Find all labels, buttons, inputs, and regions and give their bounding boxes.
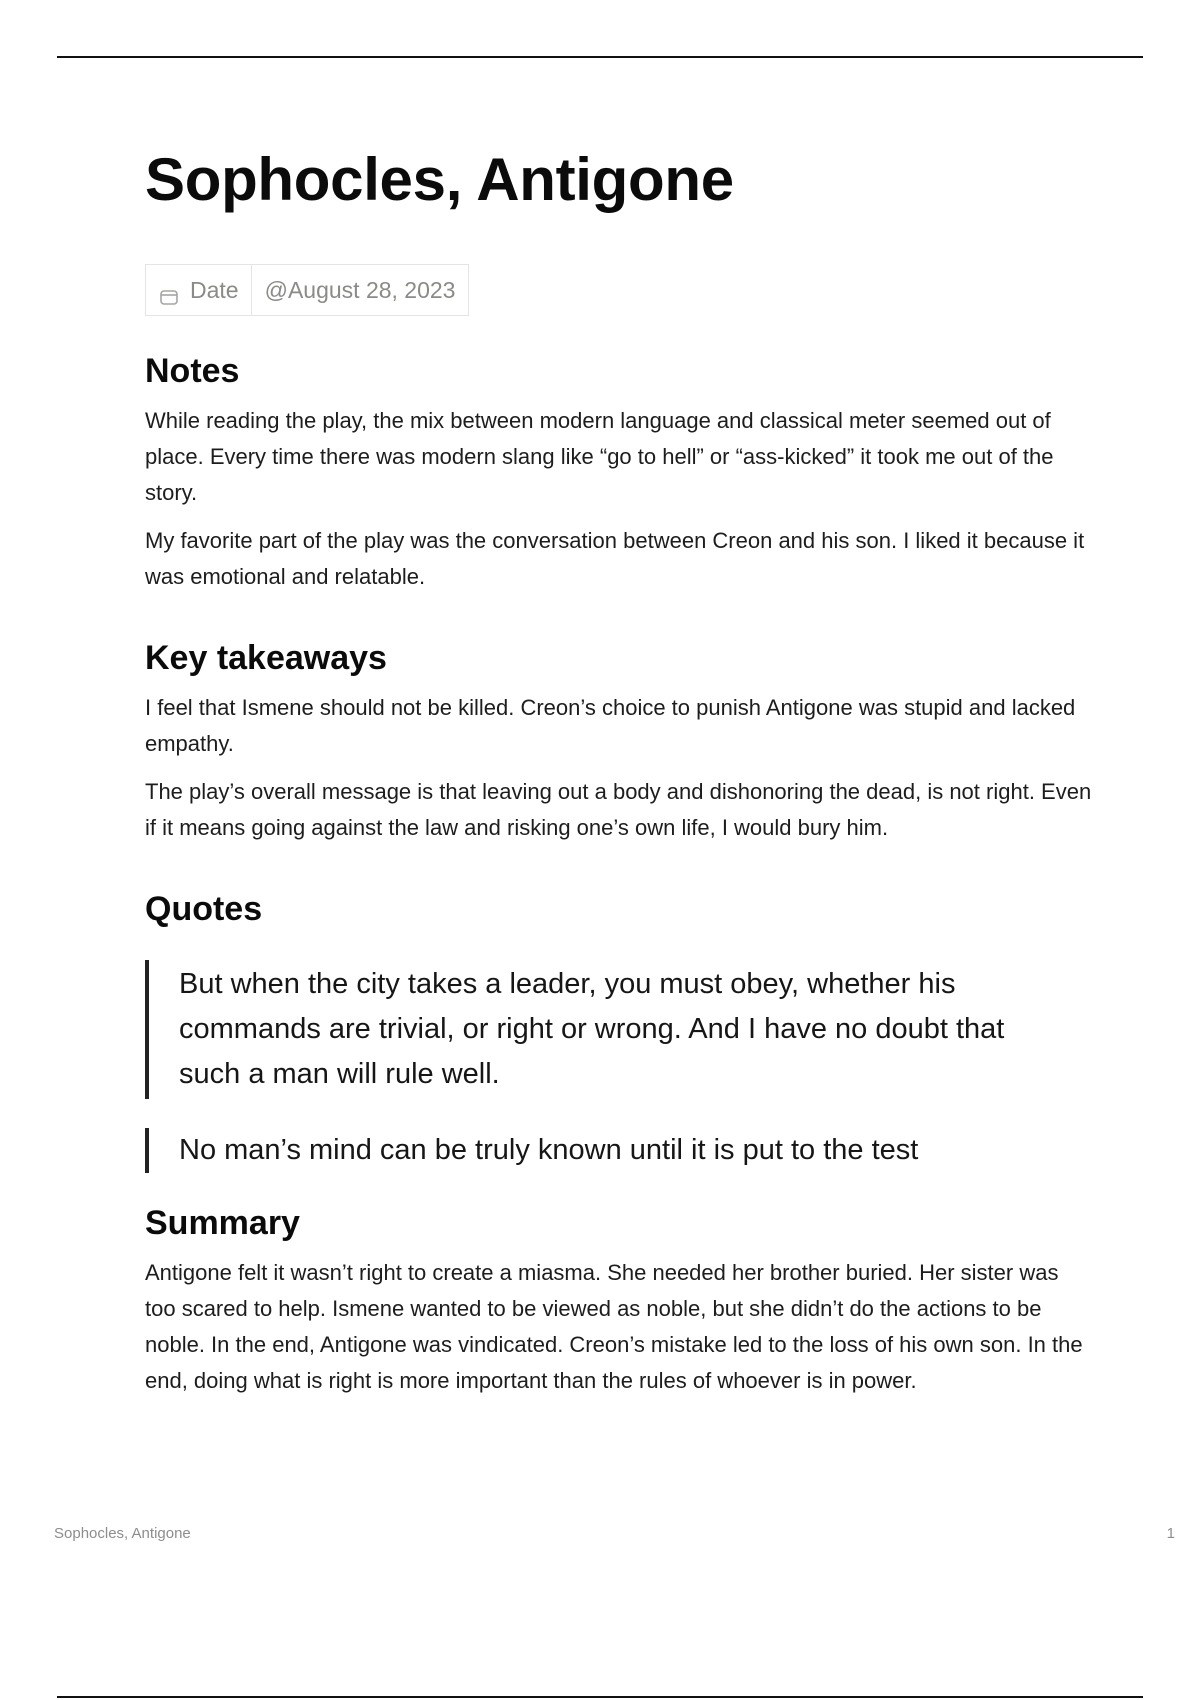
key-takeaways-heading: Key takeaways — [145, 639, 387, 677]
takeaway-paragraph: The play’s overall message is that leaving out a body and dishonoring the dead, is not right. Even if it means going against the law and risking one’s own life, I would bury him. — [145, 779, 1092, 840]
properties-table — [145, 264, 469, 316]
notes-paragraph: While reading the play, the mix between modern language and classical meter seemed out of place. Every time there was modern slang like “go to hell” or “ass-kicked” it took me out of the story. — [145, 408, 1054, 505]
quote-block: No man’s mind can be truly known until it is put to the test — [145, 1128, 1055, 1173]
date-property-value[interactable]: @August 28, 2023 — [264, 276, 456, 303]
bottom-rule — [57, 1696, 1143, 1698]
summary-heading: Summary — [145, 1204, 300, 1242]
notes-heading: Notes — [145, 352, 240, 390]
top-rule — [57, 56, 1143, 58]
date-property-label — [146, 265, 252, 315]
page-title: Sophocles, Antigone — [145, 146, 734, 213]
quotes-heading: Quotes — [145, 890, 263, 928]
quote-block: But when the city takes a leader, you must obey, whether his commands are trivial, or right or wrong. And I have no doubt that such a man will rule well. — [145, 960, 1055, 1099]
notes-paragraph: My favorite part of the play was the conversation between Creon and his son. I liked it because it was emotional and relatable. — [145, 528, 1085, 589]
calendar-icon — [160, 284, 178, 300]
takeaway-paragraph: I feel that Ismene should not be killed. Creon’s choice to punish Antigone was stupid and lacked empathy. — [145, 695, 1076, 756]
footer-document-title: Sophocles, Antigone — [54, 1525, 191, 1542]
summary-paragraph: Antigone felt it wasn’t right to create a miasma. She needed her brother buried. Her sister was too scared to help. Ismene wanted to be viewed as noble, but she didn’t do the actions to be noble. In the end, Antigone was vindicated. Creon’s mistake led to the loss of his own son. In the end, doing what is right is more important than the rules of whoever is in power. — [145, 1260, 1083, 1393]
footer-page-number: 1 — [1166, 1525, 1175, 1542]
document-body — [145, 140, 1095, 1399]
date-label-text: Date — [190, 276, 239, 303]
